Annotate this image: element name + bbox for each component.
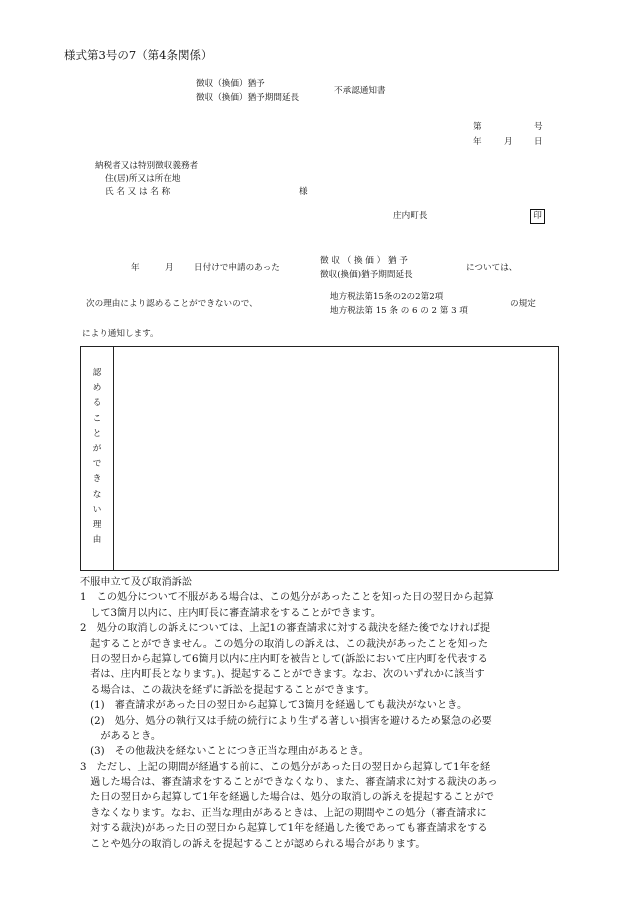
appeal-heading: 不服申立て及び取消訴訟 [80,577,193,588]
body-applied-text: 日付けで申請のあった [194,263,280,273]
body-law-citation-2: 地方税法第 15 条 の 6 の 2 第 3 項 [330,306,468,316]
issuer-title: 庄内町長 [393,211,428,221]
appeal-line: 者は、庄内町長となります。)、提起することができます。なお、次のいずれかに該当す [80,669,485,681]
appeal-line: きなくなります。なお、正当な理由があるときは、上記の期間やこの処分（審査請求に [80,807,487,819]
body-type-extension: 徴収(換価)猶予期間延長 [320,270,413,280]
appeal-line: 起することができません。この処分の取消しの訴えは、この裁決があったことを知った [80,638,489,650]
reason-label-char: が [92,443,102,454]
title-suffix: 不承認通知書 [334,86,386,96]
appeal-line: 2 処分の取消しの訴えについては、上記1の審査請求に対する裁決を経た後でなければ提 [80,623,491,635]
appeal-line: (1) 審査請求があった日の翌日から起算して3箇月を経過しても裁決がないとき。 [80,700,468,712]
reason-label-char: な [92,489,102,500]
reason-label-char: 理 [92,519,102,530]
body-month: 月 [165,263,174,273]
body-law-citation-1: 地方税法第15条の2の2第2項 [330,292,444,302]
addressee-honorific: 様 [299,187,308,197]
reason-label-char: 由 [92,535,102,546]
appeal-line: 3 ただし、上記の期間が経過する前に、この処分があった日の翌日から起算して1年を経 [80,761,491,773]
body-year: 年 [131,263,140,273]
appeal-line: た日の翌日から起算して1年を経過した場合は、処分の取消しの訴えを提起することがで [80,792,494,804]
reason-label-char: で [92,459,102,470]
reason-content-area [114,347,558,570]
reason-label-char: め [92,383,102,394]
appeal-line: (3) その他裁決を経ないことにつき正当な理由があるとき。 [80,746,369,758]
addressee-category: 納税者又は特別徴収義務者 [95,161,199,171]
reason-label-char: と [92,428,102,439]
appeal-line: 日の翌日から起算して6箇月以内に庄内町を被告として(訴訟において庄内町を代表する [80,653,488,665]
body-regarding: については、 [466,263,518,273]
reason-label-char: こ [92,413,102,424]
title-line-extension: 徴収（換価）猶予期間延長 [196,93,300,103]
body-provision: の規定 [510,299,536,309]
appeal-line: 過した場合は、審査請求をすることができなくなり、また、審査請求に対する裁決のあっ [80,777,498,789]
date-month: 月 [504,137,513,147]
appeal-line: 対する裁決)があった日の翌日から起算して1年を経過した後であっても審査請求をする [80,823,488,835]
addressee-address-label: 住(居)所又は所在地 [105,174,181,184]
appeal-line: る場合は、この裁決を経ずに訴訟を提起することができます。 [80,684,375,696]
seal-mark: 印 [530,209,545,224]
date-day: 日 [534,137,543,147]
doc-number-go: 号 [534,122,543,132]
addressee-name-label: 氏 名 又 は 名 称 [105,187,171,197]
appeal-line: があるとき。 [80,730,162,742]
body-notify: により通知します。 [82,329,159,339]
reason-label-char: き [92,474,102,485]
reason-box [80,346,559,571]
appeal-line: (2) 処分、処分の執行又は手続の続行により生ずる著しい損害を避けるため緊急の必要 [80,715,492,727]
appeal-line: 1 この処分について不服がある場合は、この処分があったことを知った日の翌日から起算 [80,592,494,604]
reason-label-char: い [92,504,102,515]
reason-label-char: る [92,398,102,409]
body-reason-intro: 次の理由により認めることができないので、 [86,299,258,309]
reason-label-char: 認 [92,368,102,378]
title-line-deferral: 徴収（換価）猶予 [196,79,265,89]
body-type-deferral: 徴 収 （ 換 価 ） 猶 予 [320,256,408,266]
appeal-line: ことや処分の取消しの訴えを提起することが認められる場合があります。 [80,838,426,850]
appeal-section [80,575,550,852]
doc-number-dai: 第 [473,122,482,132]
date-year: 年 [473,137,482,147]
form-number: 様式第3号の7（第4条関係） [64,48,213,62]
reason-label [81,347,114,570]
appeal-line: して3箇月以内に、庄内町長に審査請求をすることができます。 [80,607,382,619]
